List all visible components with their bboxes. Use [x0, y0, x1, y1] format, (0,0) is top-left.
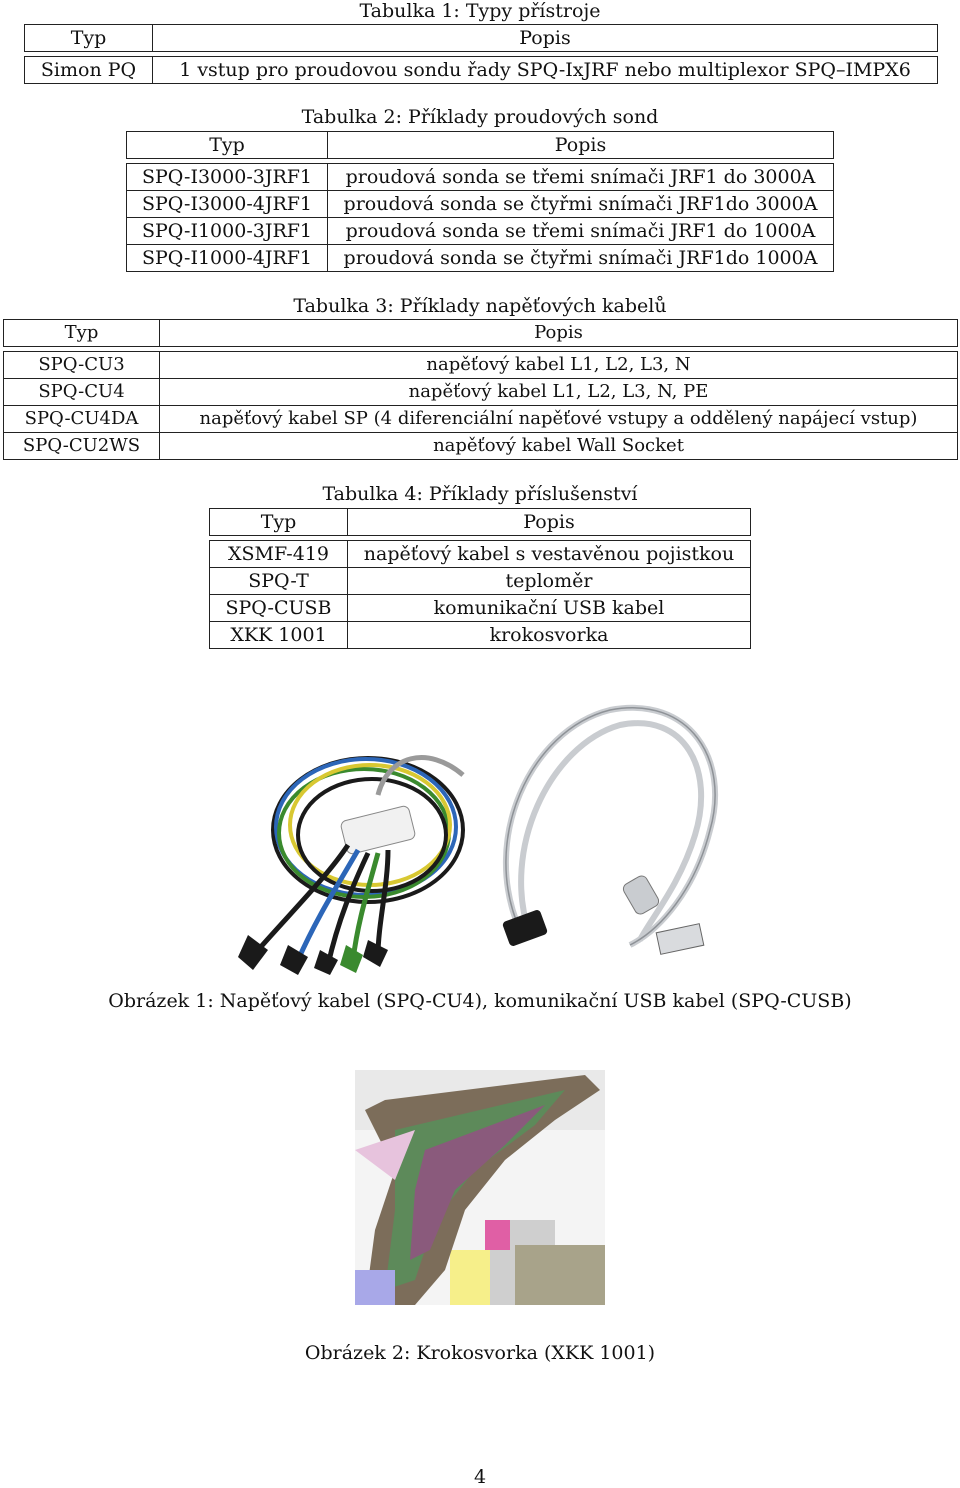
table-2-caption: Tabulka 2: Příklady proudových sond: [301, 106, 659, 128]
cell-typ: SPQ-I3000-4JRF1: [127, 191, 328, 218]
table-row: [4, 406, 958, 433]
table-row: [4, 352, 958, 379]
cell-popis: 1 vstup pro proudovou sondu řady SPQ-IxJRF nebo multiplexor SPQ–IMPX6: [153, 57, 938, 84]
table-1: [24, 24, 938, 84]
table-header-row: [4, 320, 958, 347]
header-typ: Typ: [25, 25, 153, 52]
header-typ: Typ: [127, 132, 328, 159]
table-row: [4, 433, 958, 460]
cell-popis: napěťový kabel L1, L2, L3, N: [160, 352, 958, 379]
cell-popis: proudová sonda se třemi snímači JRF1 do 1000A: [328, 218, 834, 245]
table-row: [127, 191, 834, 218]
table-4-caption: Tabulka 4: Příklady příslušenství: [322, 483, 638, 505]
cell-popis: proudová sonda se čtyřmi snímači JRF1do 3000A: [328, 191, 834, 218]
figure-2-caption: Obrázek 2: Krokosvorka (XKK 1001): [304, 1342, 656, 1364]
header-popis: Popis: [153, 25, 938, 52]
cell-popis: proudová sonda se čtyřmi snímači JRF1do 1000A: [328, 245, 834, 272]
header-typ: Typ: [4, 320, 160, 347]
cell-typ: SPQ-CU4DA: [4, 406, 160, 433]
cell-typ: SPQ-I3000-3JRF1: [127, 164, 328, 191]
voltage-cable-photo: [228, 735, 473, 975]
cell-typ: SPQ-I1000-3JRF1: [127, 218, 328, 245]
cell-typ: SPQ-CU4: [4, 379, 160, 406]
cell-popis: napěťový kabel s vestavěnou pojistkou: [348, 541, 751, 568]
table-row: [210, 541, 751, 568]
crocodile-clip-photo: [355, 1070, 605, 1305]
header-popis: Popis: [328, 132, 834, 159]
cell-typ: SPQ-T: [210, 568, 348, 595]
cell-typ: SPQ-CU2WS: [4, 433, 160, 460]
cell-popis: napěťový kabel Wall Socket: [160, 433, 958, 460]
cell-popis: krokosvorka: [348, 622, 751, 649]
usb-cable-photo: [490, 700, 740, 970]
cell-typ: XKK 1001: [210, 622, 348, 649]
cell-typ: SPQ-I1000-4JRF1: [127, 245, 328, 272]
table-row: [210, 568, 751, 595]
table-row: [127, 218, 834, 245]
cell-typ: SPQ-CU3: [4, 352, 160, 379]
table-row: [127, 245, 834, 272]
table-1-caption: Tabulka 1: Typy přístroje: [359, 0, 601, 22]
table-header-row: [127, 132, 834, 159]
figure-1-caption: Obrázek 1: Napěťový kabel (SPQ-CU4), komunikační USB kabel (SPQ-CUSB): [108, 990, 852, 1012]
table-row: [4, 379, 958, 406]
table-3-caption: Tabulka 3: Příklady napěťových kabelů: [293, 295, 667, 317]
cell-typ: Simon PQ: [25, 57, 153, 84]
cell-popis: proudová sonda se třemi snímači JRF1 do 3000A: [328, 164, 834, 191]
table-3: [3, 319, 958, 460]
table-row: [210, 595, 751, 622]
table-row: [25, 57, 938, 84]
table-header-row: [210, 509, 751, 536]
table-row: [210, 622, 751, 649]
cell-popis: komunikační USB kabel: [348, 595, 751, 622]
cell-typ: SPQ-CUSB: [210, 595, 348, 622]
table-2: [126, 131, 834, 272]
table-row: [127, 164, 834, 191]
cell-typ: XSMF-419: [210, 541, 348, 568]
table-4: [209, 508, 751, 649]
page-number: 4: [473, 1466, 487, 1488]
cell-popis: napěťový kabel L1, L2, L3, N, PE: [160, 379, 958, 406]
header-popis: Popis: [160, 320, 958, 347]
table-header-row: [25, 25, 938, 52]
cell-popis: napěťový kabel SP (4 diferenciální napěťové vstupy a oddělený napájecí vstup): [160, 406, 958, 433]
header-typ: Typ: [210, 509, 348, 536]
cell-popis: teploměr: [348, 568, 751, 595]
header-popis: Popis: [348, 509, 751, 536]
